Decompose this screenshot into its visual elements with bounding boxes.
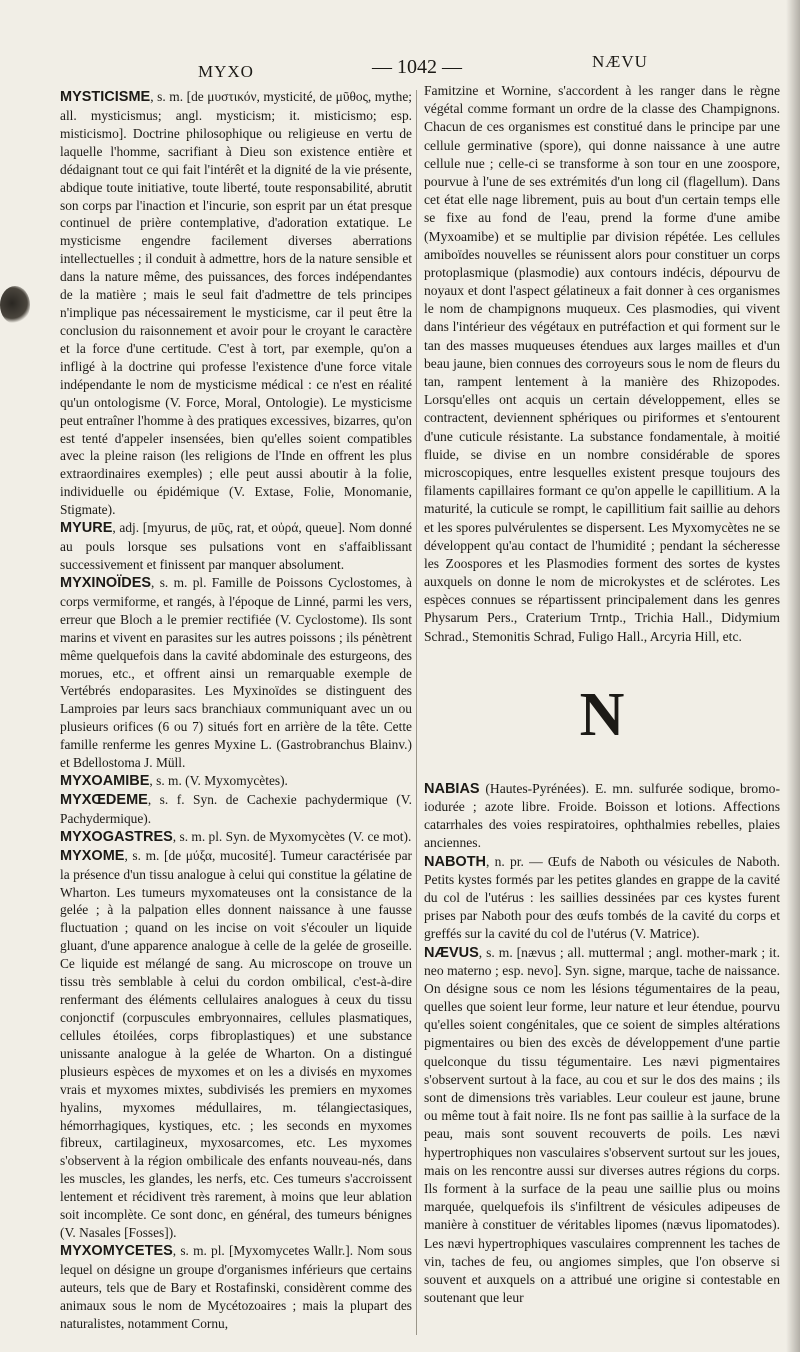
- entry-myxogastres: [60, 828, 412, 847]
- entry-text: , adj. [myurus, de μῦς, rat, et οὐρά, queue]. Nom donné au pouls lorsque ses pulsations vont en s'affaiblissant successivement et finissent par manquer absolument.: [60, 520, 412, 572]
- entry-myxome: [60, 847, 412, 1242]
- entry-text: , n. pr. — Œufs de Naboth ou vésicules de Naboth. Petits kystes formés par les petites glandes en grappe de la cavité du col de l'utérus : les saillies dessinées par ces kystes furent prises par Naboth pour des œufs tombés de la cavité du corps et greffés sur la cavité du col de l'utérus (V. Matrice).: [424, 853, 780, 942]
- page-number: — 1042 —: [372, 56, 462, 78]
- entry-text: , s. m. (V. Myxomycètes).: [149, 773, 288, 789]
- header-left-guide-word: MYXO: [198, 62, 254, 81]
- entry-text: (Hautes-Pyrénées). E. mn. sulfurée sodique, bromo-iodurée ; azote libre. Froide. Boisson et lotions. Affections catarrhales des voies respiratoires, ophthalmies rebelles, plaies anciennes.: [424, 780, 780, 851]
- column-divider: [416, 90, 417, 1335]
- left-column: [60, 88, 412, 1333]
- entry-text: , s. m. [de μύξα, mucosité]. Tumeur caractérisée par la présence d'un tissu analogue à celui qui constitue la gélatine de Wharton. Les tumeurs myxomateuses ont la consistance de la gelée ; à la palpation elles donnent naissance à une fausse fluctuation ; quand on les incise on voit s'écouler un liquide gluant, d'une apparence analogue à celle de la gelée de groseille. Ce liquide est mélangé de sang. Au microscope on trouve un tissu très semblable à celui du cordon ombilical, c'est-à-dire renfermant des éléments cellulaires analogues à ceux du tissu conjonctif (corpuscules embryonnaires, cellules plasmatiques, cellules étoilées, corps fibroplastiques) et une substance unissante analogue à la gelée de Wharton. On a distingué plusieurs espèces de myxomes et on les a divisés en myxomes vrais et myxomes mixtes, subdivisés les premiers en myxomes hyalins, myxomes médullaires, m. télangiectasiques, hémorrhagiques, kystiques, etc. ; les seconds en myxomes fibreux, cartilagineux, myxosarcomes, etc. Les myxomes s'observent à la région ombilicale des enfants nouveau-nés, dans les muscles, les glandes, les nerfs, etc. Ces tumeurs s'accroissent lentement et récidivent très rarement, à moins que leur ablation soit incomplète. Ce sont donc, en général, des tumeurs bénignes (V. Nasales [Fosses]).: [60, 847, 412, 1241]
- entry-nabias: [424, 780, 780, 853]
- headword: NABIAS: [424, 780, 480, 797]
- headword: NÆVUS: [424, 944, 479, 961]
- entry-text: , s. m. [nævus ; all. muttermal ; angl. mother-mark ; it. neo materno ; esp. nevo]. Syn. signe, marque, tache de naissance. On désigne sous ce nom les lésions tégumentaires de la peau, quelles que soient leur forme, leur nature et leur étendue, pourvu qu'elles soient congénitales, que ce soient de simples altérations pigmentaires ou bien des excès de développement d'une partie quelconque du tissu tégumentaire. Les nævi pigmentaires s'observent surtout à la face, au cou et sur le dos des mains ; ils sont de dimensions très variables. Leur couleur est jaune, brune ou même tout à fait noire. Ils ne font pas saillie à la surface de la peau, mais sont souvent recouverts de poils. Les nævi hypertrophiques non vasculaires s'observent surtout sur les joues, mais on les rencontre aussi sur diverses autres régions du corps. Ils forment à la surface de la peau une saillie plus ou moins marquée, quelquefois ils s'infiltrent de vésicules adipeuses de manière à constituer de véritables lipomes (nævus lipomatodes). Les nævi hypertrophiques vasculaires comprennent les taches de vin, taches de feu, ou angiomes simples, que l'on observe si souvent et auxquels on a attribué une origine si contestable en soutenant que leur: [424, 944, 780, 1306]
- entry-myure: [60, 519, 412, 574]
- ink-stain: [0, 286, 30, 324]
- headword: MYURE: [60, 520, 113, 537]
- entry-text: , s. f. Syn. de Cachexie pachydermique (V. Pachydermique).: [60, 791, 412, 826]
- headword: NABOTH: [424, 853, 487, 870]
- headword: MYXOME: [60, 847, 125, 864]
- headword: MYXŒDEME: [60, 791, 148, 808]
- entry-text: , s. m. pl. Famille de Poissons Cyclostomes, à corps vermiforme, et rangés, à l'époque de Linné, parmi les vers, erreur que Bloch a le premier rectifiée (V. Cyclostome). Ils sont marins et vivent en parasites sur les autres poissons ; ils pénètrent même quelquefois dans la cavité abdominale des esturgeons, des morues, etc., et offrent ainsi un remarquable exemple de Vertébrés endoparasites. Les Myxinoïdes se distinguent des Lamproies par leurs sacs branchiaux communiquant avec un ou plusieurs orifices (6 ou 7) situés fort en arrière de la tête. Cette famille renferme les genres Myxine L. (Gastrobranchus Blainv.) et Bdellostoma J. Müll.: [60, 574, 412, 771]
- page-edge-shadow: [786, 0, 800, 1352]
- entry-naevus: [424, 944, 780, 1308]
- headword: MYXOMYCETES: [60, 1243, 173, 1259]
- headword: MYXOGASTRES: [60, 828, 173, 845]
- entry-myxomycetes: [60, 1242, 412, 1333]
- headword: MYSTICISME: [60, 89, 151, 105]
- section-letter: N: [579, 680, 625, 749]
- right-column: [424, 82, 780, 1307]
- entry-myxomycetes-continued: Famitzine et Wornine, s'accordent à les ranger dans le règne végétal comme formant un ordre de la classe des Champignons. Chacun de ces organismes est constitué dans le principe par une cellule germinative (spore), qui donne naissance à une autre cellule nue ; celle-ci se transforme à son tour en une zoospore, pourvue à l'une de ses extrémités d'un long cil (flagellum). Dans cet état elle nage librement, puis au bout d'un certain temps elle se fixe au fond de l'eau, prend la forme d'une amibe (Myxoamibe) et se multiplie par division répétée. Les cellules amiboïdes nouvelles se réunissent alors pour constituer un corps protoplasmique (plasmodie) aux contours indécis, dépourvu de noyaux et dont l'aspect gélatineux a fait donner à ces organismes le nom de champignons muqueux. Ces plasmodies, qui vivent dans l'intérieur des végétaux en putréfaction et qui forment sur le tan des masses muqueuses étendues aux larges mailles et d'un beau jaune, bien connues des corroyeurs sous le nom de fleurs du tan, rampent lentement à la manière des Rhizopodes. Lorsqu'elles ont acquis un certain développement, elles se contractent, deviennent sphériques ou piriformes et s'entourent d'une cuticule résistante. La substance fondamentale, à moitié fluide, se divise en un nombre considérable de spores microscopiques, entre lesquelles existent presque toujours des filaments capillaires formant ce qu'on appelle le capillitium. A la maturité, la cuticule se rompt, le capillitium fait saillie au dehors et les spores pulvérulentes se dispersent. Les Myxomycètes ne se développent qu'au contact de l'humidité ; pendant la sécheresse les Zoospores et les Plasmodies forment des sortes de kystes auxquels on donne le nom de microkystes et de sclérotes. Les espèces connues se répartissent principalement dans les genres Physarum Pers., Craterium Trntp., Trichia Hall., Didymium Schrad., Stemonitis Schrad, Fuligo Hall., Arcyria Hill, etc.: [424, 83, 780, 644]
- entry-text: , s. m. [de μυστικόν, mysticité, de μῦθος, mythe; all. mysticismus; angl. mysticism; it. misticismo; esp. misticismo]. Doctrine philosophique ou religieuse en vertu de laquelle l'homme, sacrifiant à Dieu son existence entière et dédaignant tout ce qui fait l'intérêt et la dignité de la vie présente, abdique toute initiative, toute liberté, toute responsabilité, abrutit son corps par l'inaction et l'incurie, son esprit par un état presque continuel de prière contemplative, d'adoration extatique. Le mysticisme engendre facilement diverses aberrations intellectuelles ; il conduit à admettre, hors de la nature sensible et dans la nature même, des puissances, des forces indépendantes de la matière ; mais le seul fait d'admettre de tels principes n'implique pas nécessairement le mysticisme, car il peut être la conclusion du raisonnement et avoir pour le croyant le caractère et la force d'une certitude. C'est à tort, par exemple, qu'on a infligé à la doctrine qui professe l'existence d'une force vitale indépendante le nom de mysticisme médical : ce n'est en réalité qu'un ontologisme (V. Force, Moral, Ontologie). Le mysticisme peut entraîner l'homme à des pratiques excessives, bizarres, qu'on est tenté d'appeler insensées, bien qu'elles soient compatibles avec la pleine raison (les religions de l'Inde en offrent les plus extraordinaires exemples) ; elle peut aussi aboutir à la folie, individuelle ou épidémique (V. Extase, Folie, Monomanie, Stigmate).: [60, 89, 412, 518]
- headword: MYXOAMIBE: [60, 773, 150, 790]
- entry-myxoamibe: [60, 772, 412, 791]
- entry-text: , s. m. pl. Syn. de Myxomycètes (V. ce mot).: [172, 828, 412, 844]
- entry-mysticisme: [60, 88, 412, 519]
- header-right-guide-word: NÆVU: [592, 52, 648, 71]
- headword: MYXINOÏDES: [60, 574, 152, 591]
- entry-myxinoides: [60, 574, 412, 772]
- entry-text: , s. m. pl. [Myxomycetes Wallr.]. Nom sous lequel on désigne un groupe d'organismes inférieurs que certains auteurs, tels que de Bary et Rostafinski, considèrent comme des animaux sous le nom de Mycétozoaires ; mais la plupart des naturalistes, notamment Cornu,: [60, 1243, 412, 1331]
- entry-myxoedeme: [60, 791, 412, 828]
- entry-naboth: [424, 853, 780, 944]
